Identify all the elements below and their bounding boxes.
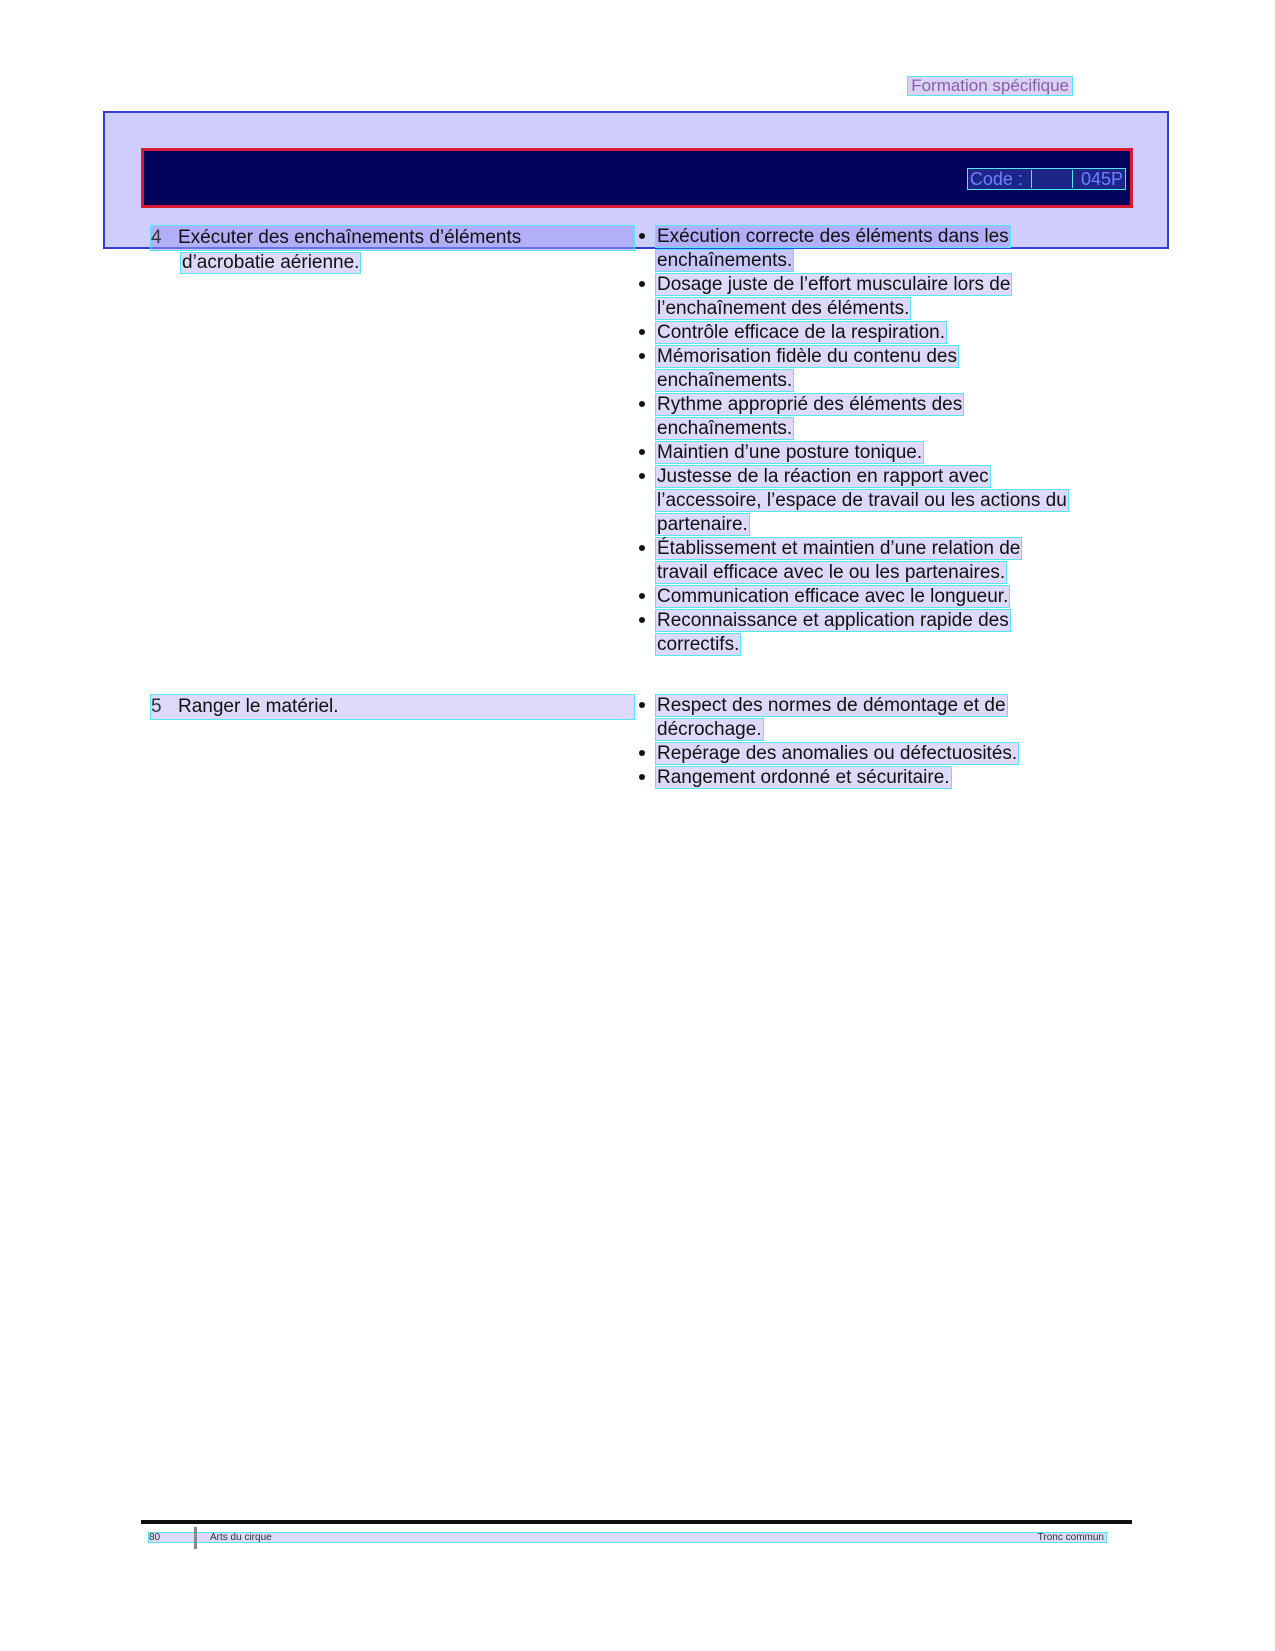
footer-section-title: Tronc commun (1037, 1532, 1104, 1543)
criterion-item (636, 441, 1076, 465)
criterion-item (636, 742, 1076, 766)
element-number: 4 (151, 227, 162, 248)
criterion-item (636, 321, 1076, 345)
criterion-text: Dosage juste de l’effort musculaire lors de l’enchaînement des éléments. (657, 274, 1011, 319)
code-spacer (1031, 170, 1073, 188)
bullet-icon (639, 545, 645, 551)
bullet-icon (639, 281, 645, 287)
criterion-item (636, 766, 1076, 790)
code-bar (141, 148, 1133, 208)
page-section-label: Formation spécifique (907, 76, 1073, 96)
criterion-item (636, 694, 1076, 742)
performance-criteria-list (636, 225, 1076, 657)
element-text: Exécuter des enchaînements d’éléments (178, 227, 522, 248)
criterion-text: Maintien d’une posture tonique. (657, 442, 923, 463)
criterion-item (636, 225, 1076, 273)
bullet-icon (639, 233, 645, 239)
element-number: 5 (151, 696, 162, 717)
criterion-text: Exécution correcte des éléments dans les enchaînements. (657, 226, 1009, 271)
criterion-text: Respect des normes de démontage et de décrochage. (657, 695, 1006, 740)
element-line (150, 225, 635, 251)
element-text-continuation: d’acrobatie aérienne. (182, 252, 360, 273)
criterion-text: Repérage des anomalies ou défectuosités. (657, 743, 1018, 764)
footer-page-number: 80 (149, 1532, 161, 1543)
bullet-icon (639, 750, 645, 756)
footer-program-title: Arts du cirque (210, 1532, 272, 1543)
bullet-icon (639, 353, 645, 359)
criterion-text: Rangement ordonné et sécuritaire. (657, 767, 950, 788)
criterion-text: Contrôle efficace de la respiration. (657, 322, 945, 343)
criterion-text: Justesse de la réaction en rapport avec l’accessoire, l’espace de travail ou les actions du partenaire. (657, 466, 1067, 535)
criterion-text: Communication efficace avec le longueur. (657, 586, 1009, 607)
bullet-icon (639, 774, 645, 780)
code-value: 045P (1080, 169, 1123, 189)
performance-criteria-list (636, 694, 1076, 790)
element-text: Ranger le matériel. (178, 696, 339, 717)
criterion-item (636, 345, 1076, 393)
code-label-group (967, 168, 1126, 190)
criterion-item (636, 609, 1076, 657)
bullet-icon (639, 617, 645, 623)
bullet-icon (639, 702, 645, 708)
bullet-icon (639, 449, 645, 455)
element-description (150, 694, 635, 720)
criterion-text: Rythme approprié des éléments des enchaînements. (657, 394, 963, 439)
element-description (150, 225, 635, 275)
criterion-text: Établissement et maintien d’une relation de travail efficace avec le ou les partenaires. (657, 538, 1021, 583)
footer (148, 1532, 1107, 1543)
criterion-item (636, 393, 1076, 441)
criterion-item (636, 273, 1076, 321)
criterion-item (636, 537, 1076, 585)
criterion-text: Reconnaissance et application rapide des correctifs. (657, 610, 1009, 655)
bullet-icon (639, 473, 645, 479)
element-line (150, 694, 635, 720)
bullet-icon (639, 401, 645, 407)
criterion-text: Mémorisation fidèle du contenu des enchaînements. (657, 346, 957, 391)
criterion-item (636, 585, 1076, 609)
footer-separator (194, 1527, 197, 1549)
code-label: Code : (969, 169, 1023, 189)
bullet-icon (639, 593, 645, 599)
bullet-icon (639, 329, 645, 335)
criterion-item (636, 465, 1076, 537)
footer-rule (141, 1520, 1132, 1524)
